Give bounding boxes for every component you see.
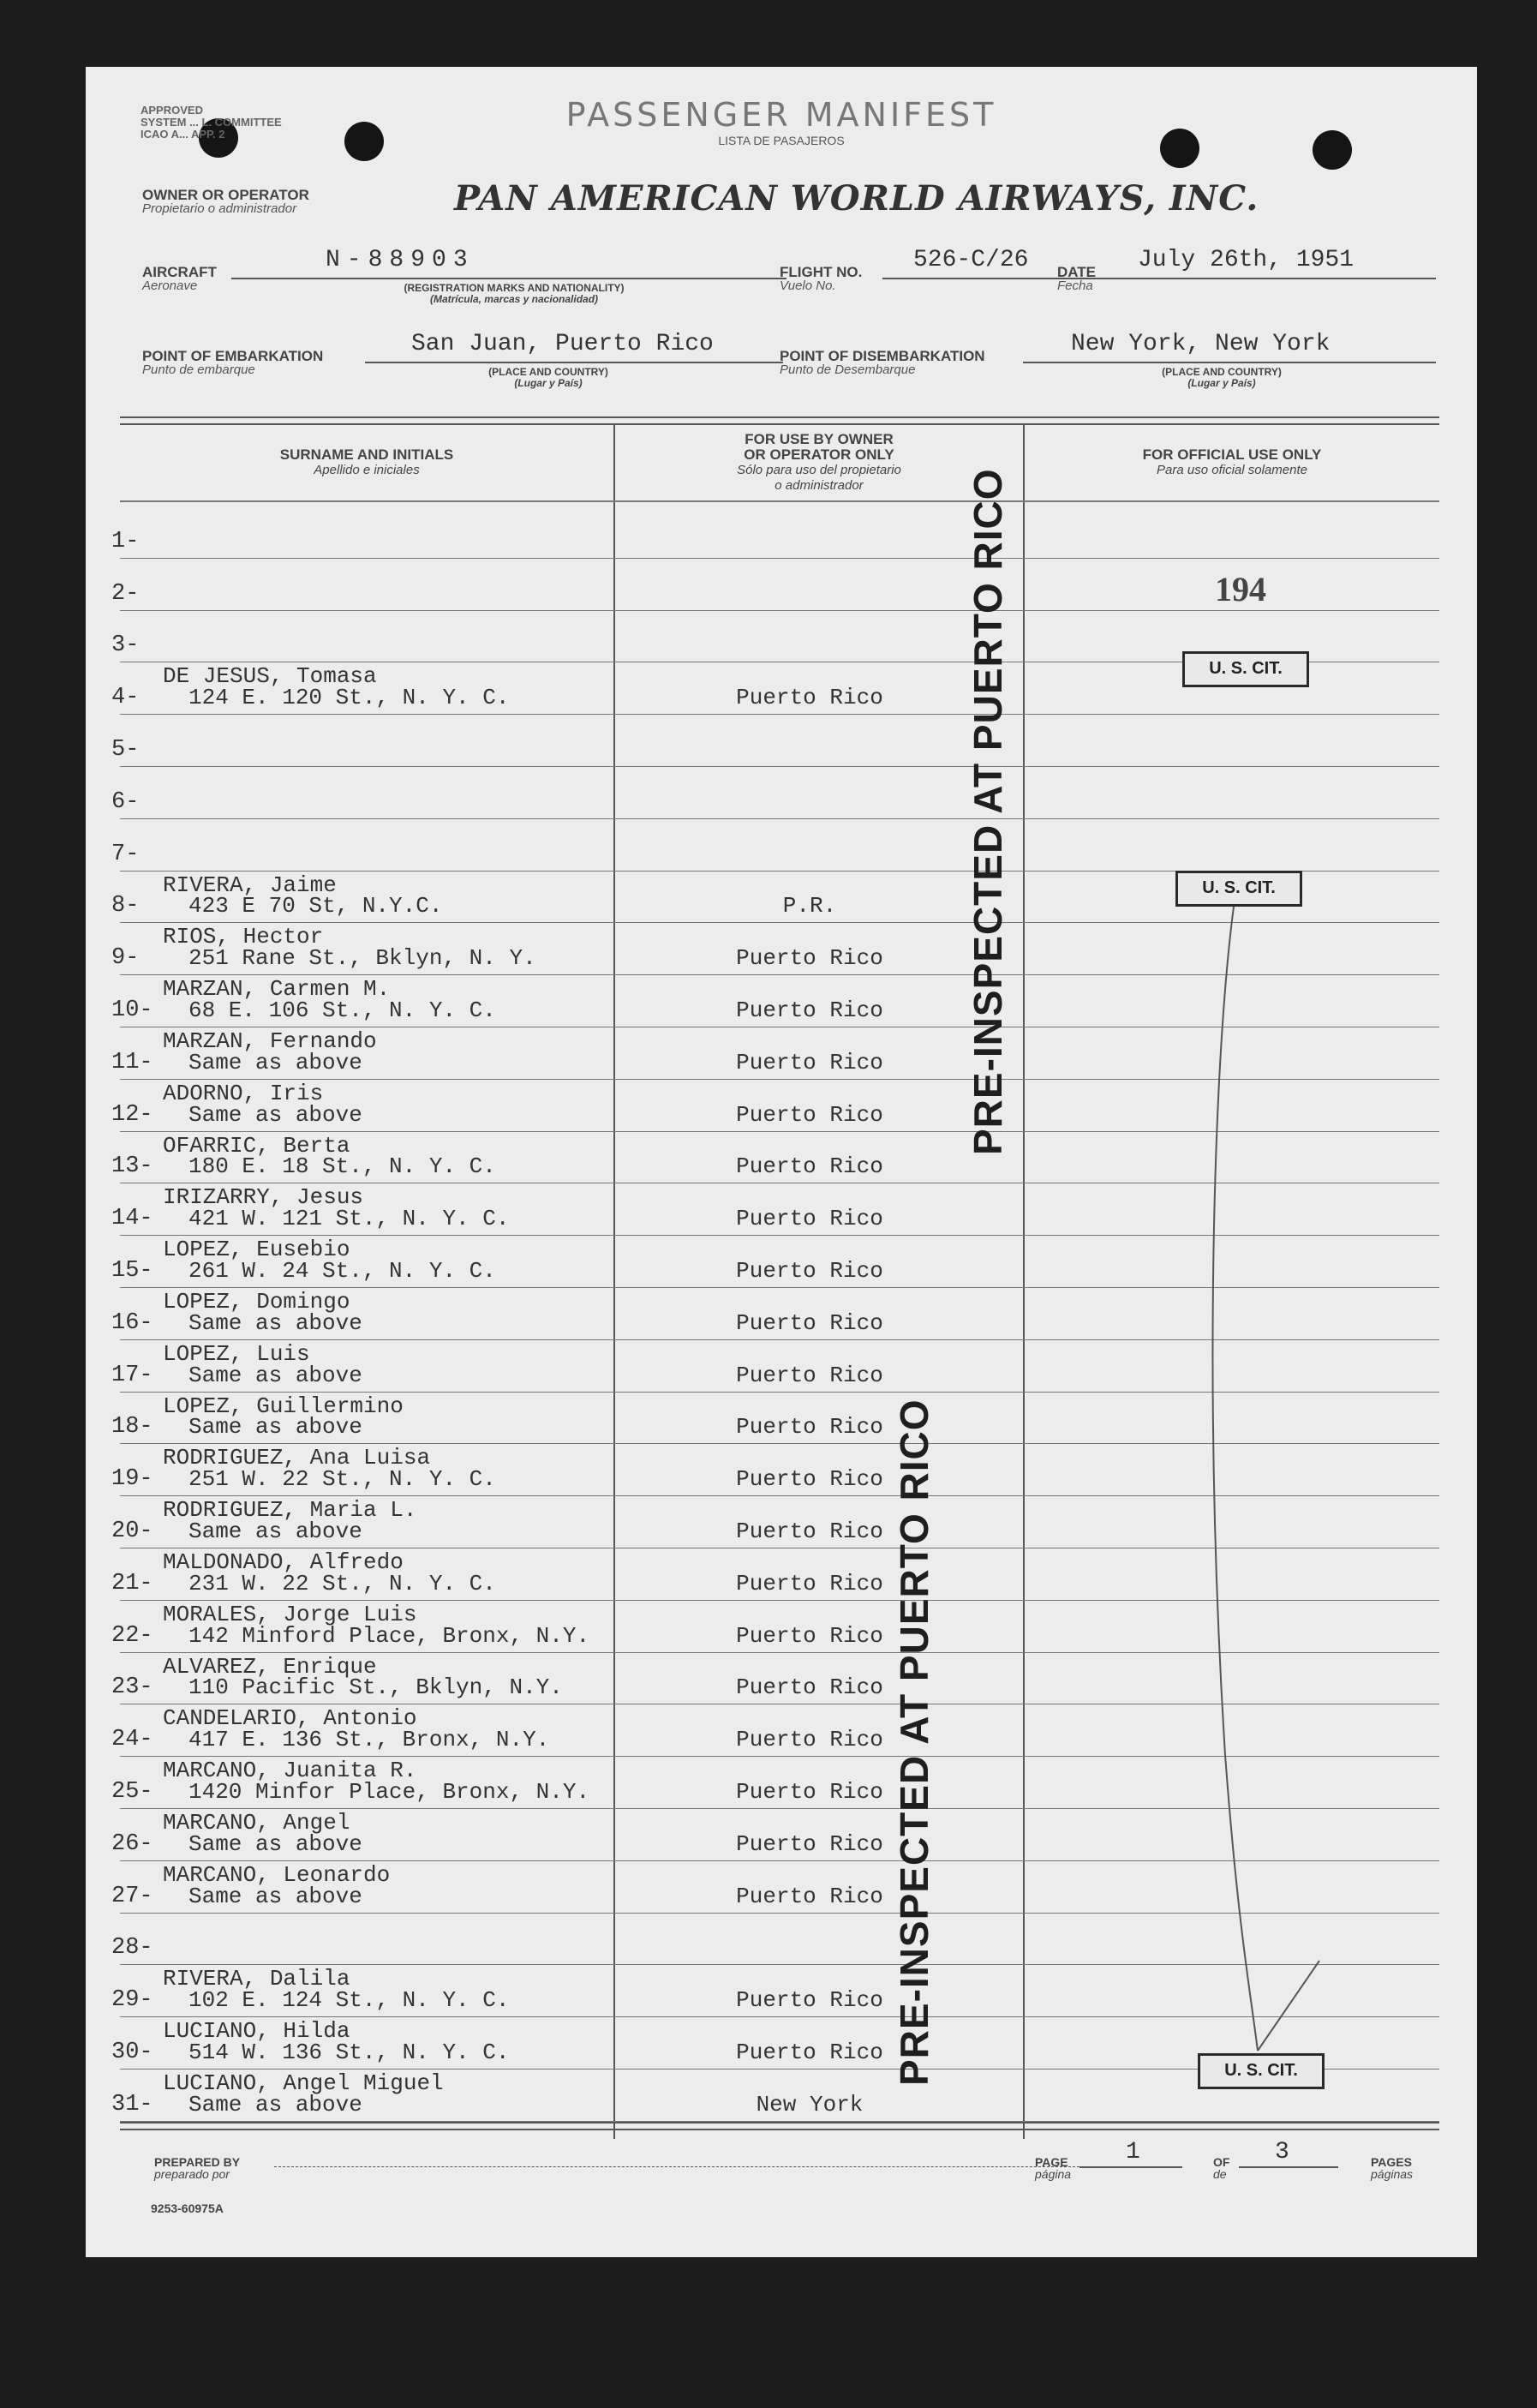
passenger-name: MALDONADO, Alfredo [163, 1549, 404, 1575]
passenger-destination: Puerto Rico [736, 1466, 883, 1493]
passenger-destination: P.R. [782, 893, 837, 919]
passenger-name: OFARRIC, Berta [163, 1132, 350, 1159]
passenger-address: Same as above [188, 1518, 362, 1544]
passenger-name: LUCIANO, Angel Miguel [163, 2070, 444, 2096]
prepared-by-underline [274, 2166, 1097, 2167]
table-row [120, 558, 1439, 559]
embark-underline [365, 362, 783, 363]
passenger-name: MARCANO, Leonardo [163, 1861, 391, 1888]
row-number: 15- [111, 1258, 153, 1284]
passenger-destination: Puerto Rico [736, 1779, 883, 1805]
passenger-destination: Puerto Rico [736, 1727, 883, 1753]
passenger-address: 124 E. 120 St., N. Y. C. [188, 685, 510, 711]
disembark-label: POINT OF DISEMBARKATION Punto de Desembarque [780, 348, 985, 377]
disembark-underline [1023, 362, 1436, 363]
pages-label: PAGES páginas [1371, 2155, 1414, 2181]
manifest-sheet [86, 67, 1477, 2257]
row-number: 8- [111, 893, 140, 919]
pages-value: 3 [1275, 2139, 1289, 2165]
of-underline [1239, 2166, 1338, 2168]
table-row [120, 610, 1439, 611]
row-number: 23- [111, 1674, 153, 1701]
row-number: 22- [111, 1622, 153, 1649]
row-number: 21- [111, 1570, 153, 1596]
passenger-name: MORALES, Jorge Luis [163, 1601, 417, 1627]
passenger-address: 180 E. 18 St., N. Y. C. [188, 1153, 496, 1180]
row-number: 5- [111, 737, 140, 763]
page-label: PAGE página [1035, 2155, 1072, 2181]
flight-value: 526-C/26 [913, 247, 1029, 273]
column-divider [1023, 425, 1025, 2139]
table-row [120, 714, 1439, 715]
passenger-address: Same as above [188, 2091, 362, 2117]
us-citizen-stamp: U. S. CIT. [1198, 2053, 1325, 2089]
passenger-address: 417 E. 136 St., Bronx, N.Y. [188, 1727, 550, 1753]
row-number: 13- [111, 1153, 153, 1180]
prepared-by-label: PREPARED BY preparado por [154, 2155, 241, 2181]
row-number: 6- [111, 788, 140, 815]
passenger-destination: Puerto Rico [736, 1622, 883, 1649]
row-number: 18- [111, 1414, 153, 1441]
row-number: 1- [111, 528, 140, 554]
page-subtitle: LISTA DE PASAJEROS [718, 134, 845, 147]
passenger-destination: Puerto Rico [736, 945, 883, 972]
passenger-name: MARCANO, Angel [163, 1810, 350, 1836]
us-citizen-stamp: U. S. CIT. [1182, 651, 1309, 687]
passenger-destination: Puerto Rico [736, 1518, 883, 1544]
passenger-address: Same as above [188, 1309, 362, 1336]
official-check-line [1208, 898, 1345, 2064]
passenger-destination: Puerto Rico [736, 1362, 883, 1388]
aircraft-caption: (REGISTRATION MARKS AND NATIONALITY) (Matrícula, marcas y nacionalidad) [404, 282, 625, 305]
passenger-destination: Puerto Rico [736, 1309, 883, 1336]
passenger-destination: Puerto Rico [736, 1570, 883, 1596]
passenger-address: 421 W. 121 St., N. Y. C. [188, 1206, 510, 1232]
embark-label: POINT OF EMBARKATION Punto de embarque [142, 348, 324, 377]
passenger-address: 68 E. 106 St., N. Y. C. [188, 997, 496, 1023]
passenger-address: 110 Pacific St., Bklyn, N.Y. [188, 1674, 563, 1701]
passenger-address: Same as above [188, 1101, 362, 1128]
row-number: 17- [111, 1362, 153, 1388]
passenger-destination: Puerto Rico [736, 1830, 883, 1857]
aircraft-value: N-88903 [326, 247, 475, 273]
passenger-destination: Puerto Rico [736, 1987, 883, 2014]
row-number: 27- [111, 1883, 153, 1909]
table-top-rule [120, 416, 1439, 425]
row-number: 2- [111, 580, 140, 607]
passenger-address: 102 E. 124 St., N. Y. C. [188, 1987, 510, 2014]
passenger-address: 251 W. 22 St., N. Y. C. [188, 1466, 496, 1493]
date-label: DATE Fecha [1057, 264, 1097, 293]
pre-inspected-stamp: PRE-INSPECTED AT PUERTO RICO [966, 468, 1010, 1155]
row-number: 31- [111, 2091, 153, 2117]
disembark-value: New York, New York [1071, 331, 1331, 357]
page-title: PASSENGER MANIFEST [565, 96, 997, 134]
passenger-name: RIOS, Hector [163, 924, 324, 950]
form-number: 9253-60975A [151, 2201, 224, 2215]
column-divider [613, 425, 615, 2139]
row-number: 14- [111, 1206, 153, 1232]
aircraft-underline [231, 278, 786, 279]
disembark-caption: (PLACE AND COUNTRY) (Lugar y País) [1162, 366, 1282, 389]
row-number: 25- [111, 1779, 153, 1805]
passenger-address: 1420 Minfor Place, Bronx, N.Y. [188, 1779, 590, 1805]
row-number: 11- [111, 1049, 153, 1075]
passenger-name: IRIZARRY, Jesus [163, 1184, 364, 1211]
row-number: 28- [111, 1935, 153, 1962]
passenger-address: 231 W. 22 St., N. Y. C. [188, 1570, 496, 1596]
passenger-destination: Puerto Rico [736, 1153, 883, 1180]
row-number: 26- [111, 1830, 153, 1857]
table-bottom-rule [120, 2122, 1439, 2130]
passenger-name: ALVAREZ, Enrique [163, 1653, 377, 1680]
passenger-address: 514 W. 136 St., N. Y. C. [188, 2040, 510, 2065]
passenger-name: LOPEZ, Guillermino [163, 1393, 404, 1419]
owner-label: OWNER OR OPERATOR Propietario o administrador [142, 187, 309, 216]
table-row [120, 818, 1439, 819]
approval-note: APPROVED SYSTEM ... L. COMMITTEE ICAO A... APP. 2 [141, 104, 282, 141]
passenger-destination: Puerto Rico [736, 1674, 883, 1701]
passenger-destination: Puerto Rico [736, 2040, 883, 2065]
date-underline [1100, 278, 1436, 279]
passenger-destination: Puerto Rico [736, 1049, 883, 1075]
passenger-name: LOPEZ, Domingo [163, 1289, 350, 1315]
pre-inspected-stamp: PRE-INSPECTED AT PUERTO RICO [892, 1399, 936, 2086]
passenger-name: MARCANO, Juanita R. [163, 1758, 417, 1784]
surname-column-header: SURNAME AND INITIALS Apellido e iniciales [279, 446, 454, 477]
page-underline [1079, 2166, 1182, 2168]
date-value: July 26th, 1951 [1138, 247, 1355, 273]
passenger-destination: New York [756, 2091, 864, 2117]
passenger-name: DE JESUS, Tomasa [163, 663, 377, 690]
passenger-name: MARZAN, Carmen M. [163, 976, 391, 1003]
official-number: 194 [1215, 570, 1266, 608]
passenger-name: CANDELARIO, Antonio [163, 1705, 417, 1732]
passenger-name: MARZAN, Fernando [163, 1028, 377, 1054]
aircraft-label: AIRCRAFT Aeronave [142, 264, 217, 293]
flight-label: FLIGHT NO. Vuelo No. [780, 264, 863, 293]
passenger-address: Same as above [188, 1830, 362, 1857]
embark-value: San Juan, Puerto Rico [411, 331, 714, 357]
table-row [120, 766, 1439, 767]
passenger-destination: Puerto Rico [736, 1206, 883, 1232]
row-number: 20- [111, 1518, 153, 1544]
row-number: 30- [111, 2040, 153, 2065]
passenger-address: 251 Rane St., Bklyn, N. Y. [188, 945, 536, 972]
row-number: 24- [111, 1727, 153, 1753]
row-number: 4- [111, 685, 140, 711]
row-number: 12- [111, 1101, 153, 1128]
passenger-address: 142 Minford Place, Bronx, N.Y. [188, 1622, 590, 1649]
row-number: 16- [111, 1309, 153, 1336]
passenger-destination: Puerto Rico [736, 1414, 883, 1441]
row-number: 9- [111, 945, 140, 972]
passenger-address: 261 W. 24 St., N. Y. C. [188, 1258, 496, 1284]
row-number: 29- [111, 1987, 153, 2014]
passenger-name: RODRIGUEZ, Ana Luisa [163, 1445, 431, 1471]
row-number: 10- [111, 997, 153, 1023]
passenger-name: RODRIGUEZ, Maria L. [163, 1497, 417, 1524]
passenger-address: Same as above [188, 1362, 362, 1388]
passenger-address: 423 E 70 St, N.Y.C. [188, 893, 443, 919]
passenger-name: RIVERA, Dalila [163, 1966, 350, 1992]
page-value: 1 [1126, 2139, 1140, 2165]
row-number: 19- [111, 1466, 153, 1493]
passenger-address: Same as above [188, 1414, 362, 1441]
row-number: 3- [111, 632, 140, 659]
passenger-name: RIVERA, Jaime [163, 872, 337, 898]
passenger-name: LOPEZ, Luis [163, 1340, 310, 1367]
embark-caption: (PLACE AND COUNTRY) (Lugar y País) [488, 366, 608, 389]
passenger-address: Same as above [188, 1883, 362, 1909]
passenger-destination: Puerto Rico [736, 685, 883, 711]
of-label: OF de [1213, 2155, 1230, 2181]
header-bottom-rule [120, 500, 1439, 502]
passenger-destination: Puerto Rico [736, 997, 883, 1023]
passenger-address: Same as above [188, 1049, 362, 1075]
passenger-name: ADORNO, Iris [163, 1080, 324, 1106]
airline-name: PAN AMERICAN WORLD AIRWAYS, INC. [454, 178, 1259, 219]
us-citizen-stamp: U. S. CIT. [1175, 871, 1302, 907]
passenger-name: LUCIANO, Hilda [163, 2018, 350, 2045]
passenger-destination: Puerto Rico [736, 1258, 883, 1284]
passenger-destination: Puerto Rico [736, 1101, 883, 1128]
owner-column-header: FOR USE BY OWNER OR OPERATOR ONLY Sólo para uso del propietario o administrador [737, 431, 901, 493]
passenger-name: LOPEZ, Eusebio [163, 1237, 350, 1263]
row-number: 7- [111, 841, 140, 867]
official-column-header: FOR OFFICIAL USE ONLY Para uso oficial solamente [1142, 446, 1322, 477]
passenger-destination: Puerto Rico [736, 1883, 883, 1909]
